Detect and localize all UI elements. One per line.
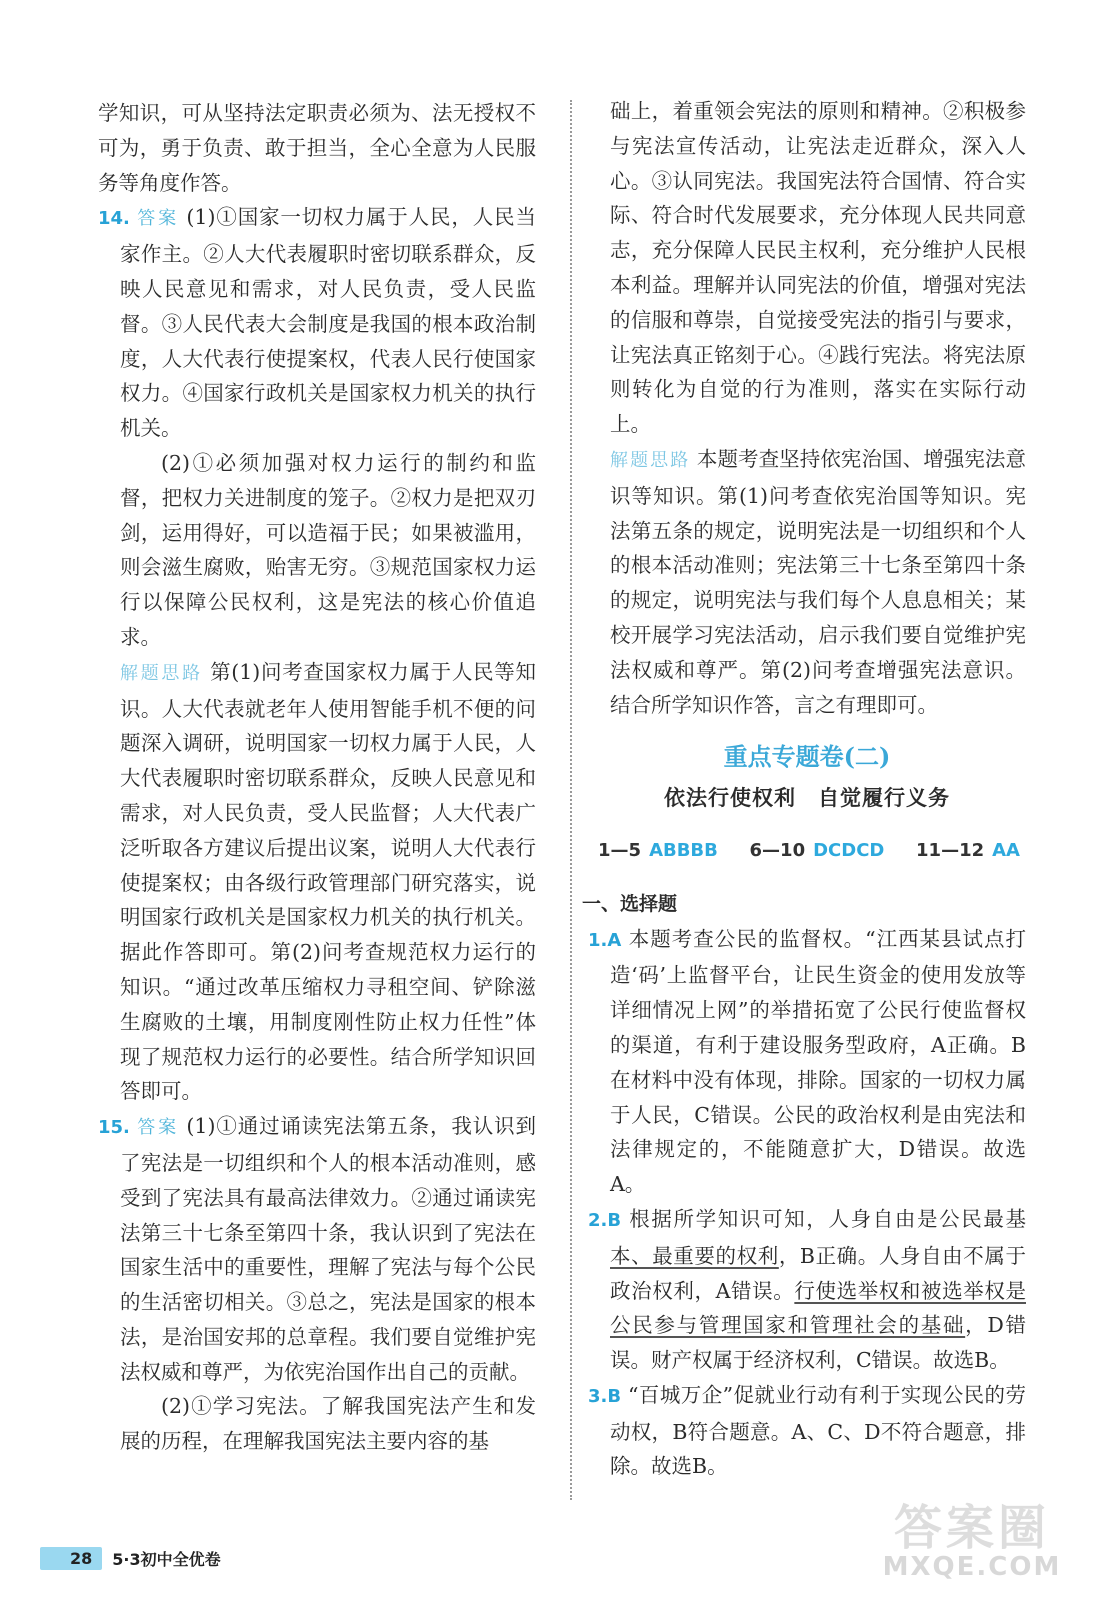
explanation-text: ，D错误。财产权属于经济权利，C错误。故选B。	[610, 1313, 1027, 1373]
answer-key-item: 1—5 ABBBB	[598, 839, 718, 861]
answer-part-1: (1)①通过诵读宪法第五条，我认识到了宪法是一切组织和个人的根本活动准则，感受到了宪法具有最高法律效力。②通过诵读宪法第三十七条至第四十条，我认识到了宪法在国家生活中的重要性，理解了宪法与每个公民的生活密切相关。③总之，宪法是国家的根本法，是治国安邦的总章程。我们要自觉维护宪法权威和尊严，为依宪治国作出自己的贡献。	[120, 1114, 536, 1384]
explanation-text: “百城万企”促就业行动有利于实现公民的劳动权，B符合题意。A、C、D不符合题意，排除。故选B。	[610, 1382, 1026, 1479]
column-divider	[570, 100, 572, 1500]
question-14-answer	[98, 200, 536, 446]
question-1-explanation	[588, 922, 1026, 1202]
continued-text: 础上，着重领会宪法的原则和精神。②积极参与宪法宣传活动，让宪法走近群众，深入人心。③认同宪法。我国宪法符合国情、符合实际、符合时代发展要求，充分体现人民共同意志，充分保障人民民主权利，充分维护人民根本利益。理解并认同宪法的价值，增强对宪法的信服和尊崇，自觉接受宪法的指引与要求，让宪法真正铭刻于心。④践行宪法。将宪法原则转化为自觉的行为准则，落实在实际行动上。	[610, 99, 1026, 437]
question-2-explanation	[588, 1202, 1026, 1378]
analysis-block	[588, 442, 1026, 722]
answer-tag: 答案	[137, 1117, 180, 1139]
left-column	[98, 96, 536, 1459]
answer-part-1: (1)①国家一切权力属于人民，人民当家作主。②人大代表履职时密切联系群众，反映人民意见和需求，对人民负责，受人民监督。③人民代表大会制度是我国的根本政治制度，人大代表行使提案权，代表人民行使国家权力。④国家行政机关是国家权力机关的执行机关。	[120, 205, 536, 441]
question-number: 1.A	[588, 929, 622, 951]
page-footer	[40, 1547, 221, 1570]
answer-key-item: 11—12 AA	[916, 839, 1020, 861]
watermark-logo: 答案圈	[893, 1500, 1050, 1556]
answer-part-2: (2)①必须加强对权力运行的制约和监督，把权力关进制度的笼子。②权力是把双刃剑，运用得好，可以造福于民；如果被滥用，则会滋生腐败，贻害无穷。③规范国家权力运行以保障公民权利，这是宪法的核心价值追求。	[120, 450, 536, 649]
analysis-tag: 解题思路	[120, 662, 203, 684]
question-3-explanation	[588, 1378, 1026, 1484]
answer-part-2: (2)①学习宪法。了解我国宪法产生和发展的历程，在理解我国宪法主要内容的基	[120, 1394, 536, 1454]
section-subtitle: 依法行使权利 自觉履行义务	[664, 786, 950, 811]
watermark	[872, 1489, 1072, 1582]
underlined-text: 本、最重要的权利	[610, 1243, 779, 1268]
continued-text: 学知识，可从坚持法定职责必须为、法无授权不可为，勇于负责、敢于担当，全心全意为人民服务等角度作答。	[98, 101, 536, 195]
question-number: 15.	[98, 1117, 130, 1139]
right-column	[582, 94, 1027, 1484]
watermark-url: MXQE.COM	[882, 1552, 1062, 1582]
underlined-text: 行使选举权和被选举权是公民参与管理国家和管理社会的基础	[610, 1278, 1026, 1338]
answer-tag: 答案	[137, 208, 180, 230]
analysis-text: 本题考查坚持依宪治国、增强宪法意识等知识。第(1)问考查依宪治国等知识。宪法第五条的规定，说明宪法是一切组织和个人的根本活动准则；宪法第三十七条至第四十条的规定，说明宪法与我们每个人息息相关；某校开展学习宪法活动，启示我们要自觉维护宪法权威和尊严。第(2)问考查增强宪法意识。结合所学知识作答，言之有理即可。	[610, 446, 1026, 717]
question-number: 3.B	[588, 1385, 622, 1407]
book-title: 5·3初中全优卷	[112, 1550, 221, 1569]
analysis-text: 第(1)问考查国家权力属于人民等知识。人大代表就老年人使用智能手机不便的问题深入调研，说明国家一切权力属于人民，人大代表履职时密切联系群众，反映人民意见和需求，对人民负责，受人民监督；人大代表广泛听取各方建议后提出议案，说明人大代表行使提案权；由各级行政管理部门研究落实，说明国家行政机关是国家权力机关的执行机关。据此作答即可。第(2)问考查规范权力运行的知识。“通过改革压缩权力寻租空间、铲除滋生腐败的土壤，用制度刚性防止权力任性”体现了规范权力运行的必要性。结合所学知识回答即可。	[120, 659, 536, 1104]
explanation-text: 本题考查公民的监督权。“江西某县试点打造‘码’上监督平台，让民生资金的使用发放等详细情况上网”的举措拓宽了公民行使监督权的渠道，有利于建设服务型政府，A正确。B在材料中没有体现，排除。国家的一切权力属于人民，C错误。公民的政治权利是由宪法和法律规定的，不能随意扩大，D错误。故选A。	[610, 926, 1026, 1197]
question-number: 2.B	[588, 1209, 622, 1231]
analysis-block	[98, 655, 536, 1109]
explanation-text: ，B正确。人身自由不属于政治权利，A错误。	[610, 1243, 1026, 1303]
subheading: 一、选择题	[582, 892, 678, 915]
explanation-text: 根据所学知识可知，人身自由是公民最基	[629, 1206, 1026, 1231]
answer-key	[598, 834, 1020, 869]
question-number: 14.	[98, 208, 130, 230]
page-number: 28	[40, 1547, 102, 1570]
section-title: 重点专题卷(二)	[723, 742, 891, 772]
answer-key-item: 6—10 DCDCD	[749, 839, 885, 861]
question-15-answer	[98, 1109, 536, 1389]
analysis-tag: 解题思路	[610, 449, 691, 471]
